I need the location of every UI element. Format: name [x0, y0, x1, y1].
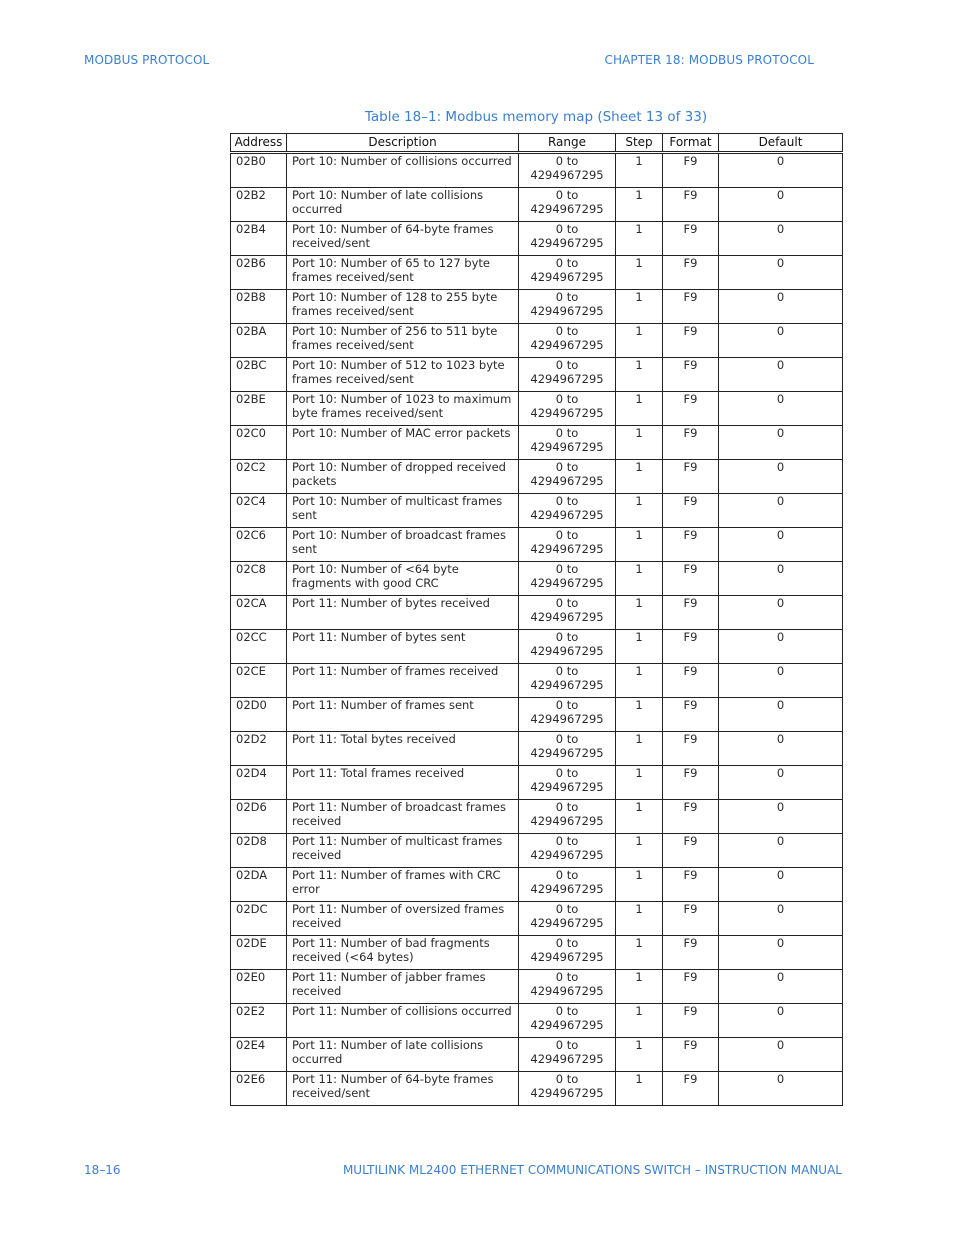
cell-range: 0 to 4294967295	[519, 392, 616, 426]
page-number: 18–16	[84, 1163, 121, 1177]
cell-format: F9	[663, 256, 719, 290]
cell-format: F9	[663, 290, 719, 324]
cell-range: 0 to 4294967295	[519, 426, 616, 460]
table-row	[231, 392, 843, 426]
column-header-range: Range	[519, 134, 616, 153]
cell-format: F9	[663, 970, 719, 1004]
cell-address: 02B6	[231, 256, 287, 290]
cell-step: 1	[616, 358, 663, 392]
table-row	[231, 766, 843, 800]
table-row	[231, 936, 843, 970]
cell-description: Port 10: Number of late collisions occurred	[287, 188, 519, 222]
cell-default: 0	[719, 1004, 843, 1038]
cell-description: Port 10: Number of <64 byte fragments with good CRC	[287, 562, 519, 596]
cell-default: 0	[719, 188, 843, 222]
cell-step: 1	[616, 664, 663, 698]
cell-range: 0 to 4294967295	[519, 902, 616, 936]
cell-address: 02D2	[231, 732, 287, 766]
column-header-description: Description	[287, 134, 519, 153]
cell-default: 0	[719, 324, 843, 358]
cell-description: Port 10: Number of 1023 to maximum byte frames received/sent	[287, 392, 519, 426]
cell-default: 0	[719, 222, 843, 256]
modbus-memory-map-table	[230, 133, 843, 1106]
cell-default: 0	[719, 902, 843, 936]
cell-description: Port 10: Number of collisions occurred	[287, 153, 519, 188]
cell-description: Port 10: Number of 256 to 511 byte frames received/sent	[287, 324, 519, 358]
cell-range: 0 to 4294967295	[519, 256, 616, 290]
cell-default: 0	[719, 1072, 843, 1106]
cell-format: F9	[663, 1004, 719, 1038]
table-row	[231, 630, 843, 664]
cell-address: 02B4	[231, 222, 287, 256]
cell-description: Port 11: Number of oversized frames received	[287, 902, 519, 936]
cell-step: 1	[616, 562, 663, 596]
cell-description: Port 10: Number of dropped received packets	[287, 460, 519, 494]
cell-format: F9	[663, 800, 719, 834]
cell-format: F9	[663, 834, 719, 868]
cell-address: 02C6	[231, 528, 287, 562]
cell-step: 1	[616, 766, 663, 800]
table-body	[231, 153, 843, 1106]
cell-format: F9	[663, 1072, 719, 1106]
cell-range: 0 to 4294967295	[519, 460, 616, 494]
cell-address: 02E4	[231, 1038, 287, 1072]
table-row	[231, 256, 843, 290]
table-row	[231, 188, 843, 222]
table-row	[231, 358, 843, 392]
cell-address: 02B2	[231, 188, 287, 222]
table-caption: Table 18–1: Modbus memory map (Sheet 13 of 33)	[364, 109, 708, 125]
cell-description: Port 11: Number of bytes sent	[287, 630, 519, 664]
cell-address: 02BC	[231, 358, 287, 392]
cell-range: 0 to 4294967295	[519, 936, 616, 970]
cell-format: F9	[663, 528, 719, 562]
cell-step: 1	[616, 153, 663, 188]
cell-default: 0	[719, 358, 843, 392]
cell-range: 0 to 4294967295	[519, 358, 616, 392]
cell-step: 1	[616, 528, 663, 562]
cell-step: 1	[616, 936, 663, 970]
table-row	[231, 460, 843, 494]
table-row	[231, 528, 843, 562]
cell-description: Port 11: Number of 64-byte frames received/sent	[287, 1072, 519, 1106]
table-row	[231, 834, 843, 868]
cell-default: 0	[719, 290, 843, 324]
cell-address: 02D4	[231, 766, 287, 800]
cell-address: 02C4	[231, 494, 287, 528]
table-row	[231, 562, 843, 596]
cell-step: 1	[616, 902, 663, 936]
cell-address: 02D6	[231, 800, 287, 834]
cell-step: 1	[616, 868, 663, 902]
cell-description: Port 10: Number of 64-byte frames received/sent	[287, 222, 519, 256]
cell-address: 02DA	[231, 868, 287, 902]
cell-range: 0 to 4294967295	[519, 188, 616, 222]
cell-format: F9	[663, 766, 719, 800]
table-row	[231, 902, 843, 936]
cell-address: 02C2	[231, 460, 287, 494]
cell-format: F9	[663, 936, 719, 970]
cell-address: 02DC	[231, 902, 287, 936]
cell-description: Port 10: Number of MAC error packets	[287, 426, 519, 460]
cell-description: Port 10: Number of 65 to 127 byte frames received/sent	[287, 256, 519, 290]
cell-default: 0	[719, 664, 843, 698]
cell-description: Port 11: Number of broadcast frames received	[287, 800, 519, 834]
cell-default: 0	[719, 766, 843, 800]
cell-description: Port 11: Number of frames received	[287, 664, 519, 698]
cell-range: 0 to 4294967295	[519, 732, 616, 766]
cell-description: Port 11: Number of late collisions occurred	[287, 1038, 519, 1072]
cell-range: 0 to 4294967295	[519, 970, 616, 1004]
cell-description: Port 11: Number of frames sent	[287, 698, 519, 732]
cell-range: 0 to 4294967295	[519, 324, 616, 358]
cell-description: Port 11: Number of bad fragments received (<64 bytes)	[287, 936, 519, 970]
cell-description: Port 10: Number of 512 to 1023 byte frames received/sent	[287, 358, 519, 392]
cell-address: 02BA	[231, 324, 287, 358]
cell-format: F9	[663, 630, 719, 664]
cell-address: 02C8	[231, 562, 287, 596]
cell-default: 0	[719, 153, 843, 188]
cell-description: Port 11: Number of frames with CRC error	[287, 868, 519, 902]
cell-range: 0 to 4294967295	[519, 153, 616, 188]
cell-range: 0 to 4294967295	[519, 1038, 616, 1072]
cell-description: Port 10: Number of multicast frames sent	[287, 494, 519, 528]
cell-step: 1	[616, 222, 663, 256]
cell-format: F9	[663, 358, 719, 392]
cell-format: F9	[663, 392, 719, 426]
cell-default: 0	[719, 630, 843, 664]
column-header-format: Format	[663, 134, 719, 153]
cell-default: 0	[719, 868, 843, 902]
cell-address: 02E2	[231, 1004, 287, 1038]
cell-step: 1	[616, 1072, 663, 1106]
cell-range: 0 to 4294967295	[519, 1004, 616, 1038]
cell-step: 1	[616, 460, 663, 494]
cell-step: 1	[616, 256, 663, 290]
cell-default: 0	[719, 970, 843, 1004]
cell-format: F9	[663, 698, 719, 732]
running-head-chapter: CHAPTER 18: MODBUS PROTOCOL	[604, 53, 814, 67]
cell-default: 0	[719, 562, 843, 596]
cell-step: 1	[616, 630, 663, 664]
cell-default: 0	[719, 698, 843, 732]
cell-step: 1	[616, 970, 663, 1004]
cell-address: 02B0	[231, 153, 287, 188]
table-header-row	[231, 134, 843, 153]
running-head-section: MODBUS PROTOCOL	[84, 53, 210, 67]
cell-step: 1	[616, 188, 663, 222]
cell-format: F9	[663, 664, 719, 698]
table-row	[231, 732, 843, 766]
table-row	[231, 1072, 843, 1106]
cell-range: 0 to 4294967295	[519, 290, 616, 324]
cell-address: 02D0	[231, 698, 287, 732]
cell-description: Port 10: Number of broadcast frames sent	[287, 528, 519, 562]
cell-default: 0	[719, 426, 843, 460]
table-row	[231, 664, 843, 698]
cell-default: 0	[719, 834, 843, 868]
table-row	[231, 868, 843, 902]
cell-step: 1	[616, 1004, 663, 1038]
cell-format: F9	[663, 460, 719, 494]
cell-description: Port 11: Number of multicast frames received	[287, 834, 519, 868]
cell-range: 0 to 4294967295	[519, 664, 616, 698]
table-row	[231, 324, 843, 358]
cell-default: 0	[719, 732, 843, 766]
cell-range: 0 to 4294967295	[519, 1072, 616, 1106]
cell-default: 0	[719, 256, 843, 290]
cell-range: 0 to 4294967295	[519, 800, 616, 834]
table-row	[231, 290, 843, 324]
cell-step: 1	[616, 800, 663, 834]
cell-address: 02CE	[231, 664, 287, 698]
cell-step: 1	[616, 324, 663, 358]
cell-format: F9	[663, 324, 719, 358]
table-row	[231, 1004, 843, 1038]
cell-range: 0 to 4294967295	[519, 630, 616, 664]
cell-default: 0	[719, 460, 843, 494]
cell-step: 1	[616, 392, 663, 426]
cell-range: 0 to 4294967295	[519, 834, 616, 868]
cell-format: F9	[663, 153, 719, 188]
cell-range: 0 to 4294967295	[519, 766, 616, 800]
cell-format: F9	[663, 902, 719, 936]
table-row	[231, 800, 843, 834]
cell-description: Port 11: Number of bytes received	[287, 596, 519, 630]
table-row	[231, 153, 843, 188]
cell-description: Port 11: Number of collisions occurred	[287, 1004, 519, 1038]
cell-step: 1	[616, 698, 663, 732]
cell-default: 0	[719, 392, 843, 426]
cell-address: 02D8	[231, 834, 287, 868]
cell-address: 02BE	[231, 392, 287, 426]
table-row	[231, 222, 843, 256]
cell-description: Port 11: Number of jabber frames received	[287, 970, 519, 1004]
cell-default: 0	[719, 1038, 843, 1072]
cell-range: 0 to 4294967295	[519, 596, 616, 630]
cell-range: 0 to 4294967295	[519, 222, 616, 256]
table-row	[231, 970, 843, 1004]
cell-description: Port 11: Total bytes received	[287, 732, 519, 766]
cell-address: 02C0	[231, 426, 287, 460]
cell-format: F9	[663, 494, 719, 528]
cell-step: 1	[616, 732, 663, 766]
cell-step: 1	[616, 596, 663, 630]
cell-default: 0	[719, 800, 843, 834]
cell-range: 0 to 4294967295	[519, 562, 616, 596]
cell-range: 0 to 4294967295	[519, 868, 616, 902]
cell-address: 02B8	[231, 290, 287, 324]
cell-address: 02E6	[231, 1072, 287, 1106]
cell-range: 0 to 4294967295	[519, 698, 616, 732]
cell-range: 0 to 4294967295	[519, 528, 616, 562]
table-row	[231, 596, 843, 630]
cell-step: 1	[616, 426, 663, 460]
table-row	[231, 698, 843, 732]
table-row	[231, 494, 843, 528]
cell-format: F9	[663, 426, 719, 460]
cell-format: F9	[663, 868, 719, 902]
column-header-step: Step	[616, 134, 663, 153]
column-header-address: Address	[231, 134, 287, 153]
table-row	[231, 1038, 843, 1072]
cell-address: 02CC	[231, 630, 287, 664]
cell-format: F9	[663, 562, 719, 596]
cell-description: Port 11: Total frames received	[287, 766, 519, 800]
cell-default: 0	[719, 596, 843, 630]
cell-default: 0	[719, 528, 843, 562]
cell-format: F9	[663, 188, 719, 222]
cell-address: 02CA	[231, 596, 287, 630]
cell-step: 1	[616, 494, 663, 528]
cell-range: 0 to 4294967295	[519, 494, 616, 528]
manual-title: MULTILINK ML2400 ETHERNET COMMUNICATIONS SWITCH – INSTRUCTION MANUAL	[342, 1163, 842, 1177]
cell-address: 02E0	[231, 970, 287, 1004]
cell-format: F9	[663, 1038, 719, 1072]
cell-format: F9	[663, 222, 719, 256]
cell-step: 1	[616, 290, 663, 324]
cell-default: 0	[719, 494, 843, 528]
table-row	[231, 426, 843, 460]
cell-step: 1	[616, 1038, 663, 1072]
cell-description: Port 10: Number of 128 to 255 byte frames received/sent	[287, 290, 519, 324]
cell-default: 0	[719, 936, 843, 970]
cell-step: 1	[616, 834, 663, 868]
cell-format: F9	[663, 596, 719, 630]
column-header-default: Default	[719, 134, 843, 153]
cell-address: 02DE	[231, 936, 287, 970]
cell-format: F9	[663, 732, 719, 766]
